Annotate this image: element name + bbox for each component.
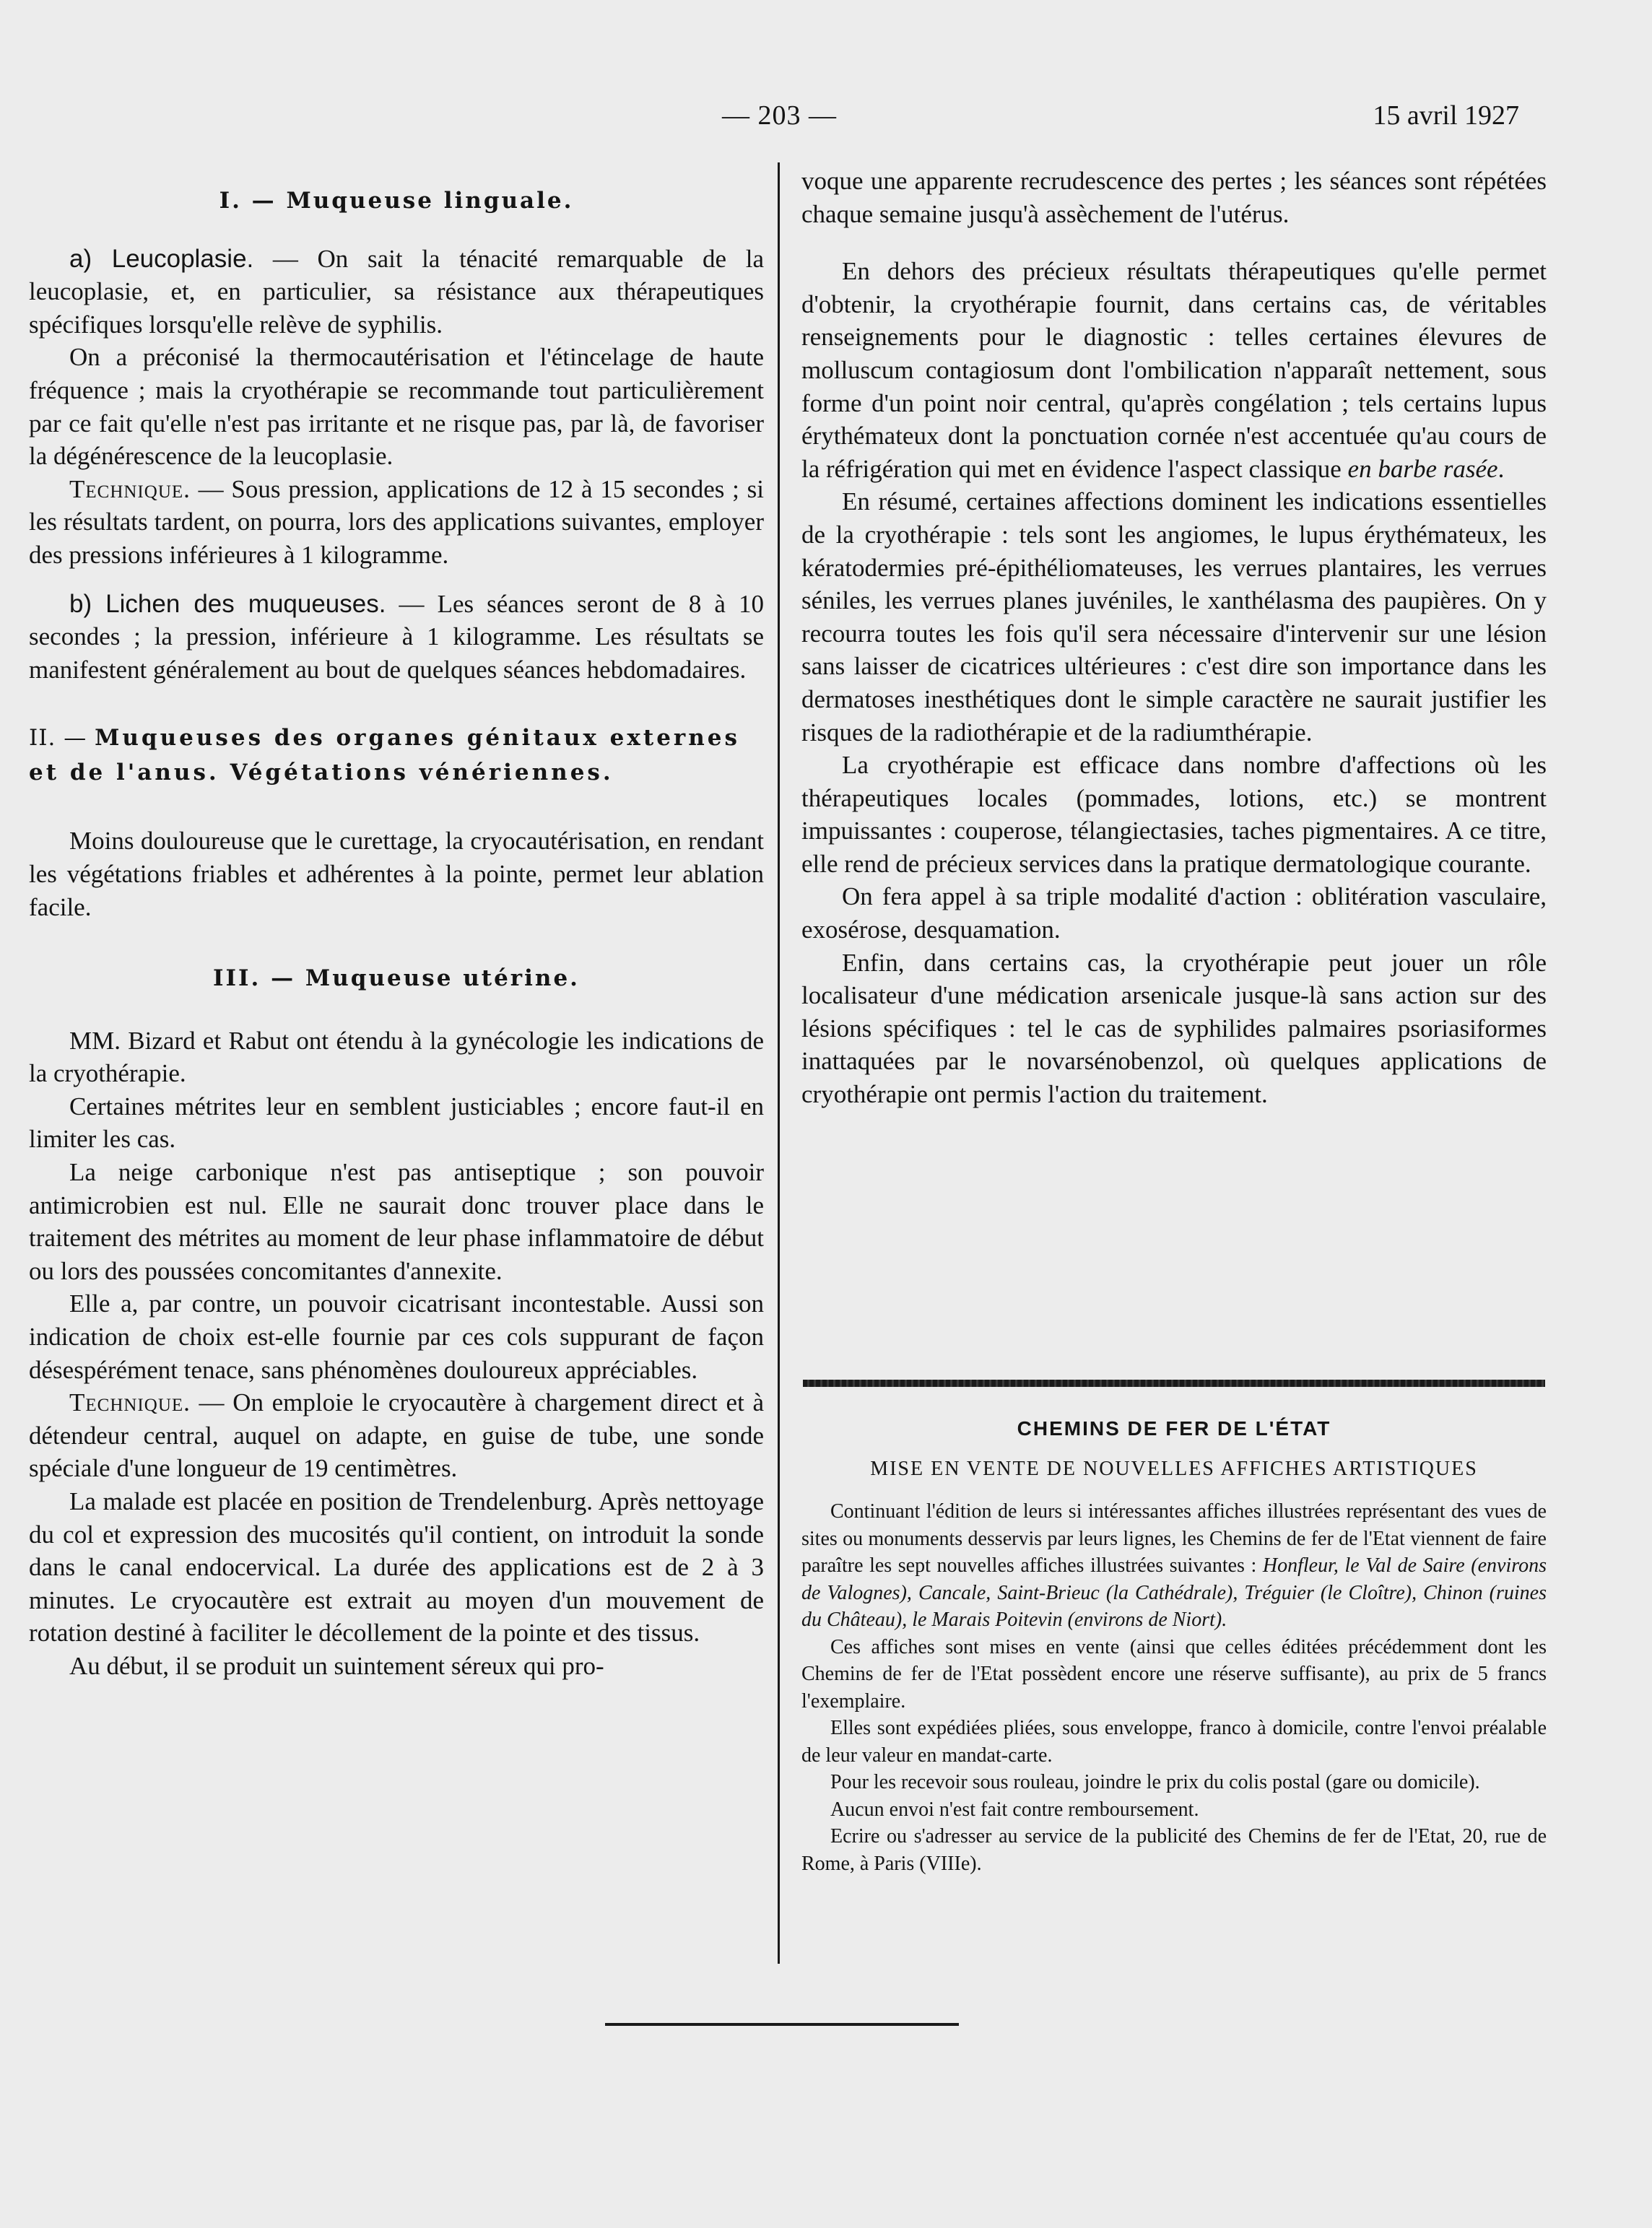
paragraph: La malade est placée en position de Trendelenburg. Après nettoyage du col et expression des mucosités qu'il contient, on introduit la sonde dans le canal endocervical. La durée des applications est de 2 à 3 minutes. Le cryocautère est extrait au moyen d'un mouvement de rotation destiné à faciliter le décollement de la pointe et des tissus.	[29, 1487, 764, 1648]
notice-paragraph: Elles sont expédiées pliées, sous enveloppe, franco à domicile, contre l'envoi préalable de leur valeur en mandat-carte.	[801, 1717, 1547, 1767]
notice-subtitle: MISE EN VENTE DE NOUVELLES AFFICHES ARTISTIQUES	[870, 1457, 1478, 1480]
left-column	[29, 165, 764, 1683]
column-divider	[778, 162, 780, 1964]
notice-paragraph: Ces affiches sont mises en vente (ainsi que celles éditées précédemment dont les Chemins de fer de l'Etat possèdent encore une réserve suffisante), au prix de 5 francs l'exemplaire.	[801, 1635, 1547, 1713]
paragraph: Elle a, par contre, un pouvoir cicatrisant incontestable. Aussi son indication de choix est-elle fournie par ces cols suppurant de façon désespérément tenace, sans phénomènes douloureux appréciables.	[29, 1289, 764, 1384]
notice-paragraph: Continuant l'édition de leurs si intéressantes affiches illustrées représentant des vues de sites ou monuments desservis par leurs lignes, les Chemins de fer de l'Etat viennent de faire paraître les sept nouvelles affiches illustrées suivantes : Honfleur, le Val de Saire (environs de Valognes), Cancale, Saint-Brieuc (la Cathédrale), Tréguier (le Cloître), Chinon (ruines du Château), le Marais Poitevin (environs de Niort).	[801, 1500, 1547, 1631]
section-heading-1: I. — Muqueuse linguale.	[219, 188, 574, 214]
page-number: — 203 —	[722, 100, 837, 131]
notice-paragraph: Pour les recevoir sous rouleau, joindre le prix du colis postal (gare ou domicile).	[830, 1771, 1480, 1793]
paragraph: MM. Bizard et Rabut ont étendu à la gynécologie les indications de la cryothérapie.	[29, 1026, 764, 1088]
paragraph: On fera appel à sa triple modalité d'action : oblitération vasculaire, exosérose, desquamation.	[801, 882, 1547, 944]
page-header	[0, 100, 1652, 143]
paragraph: En dehors des précieux résultats thérapeutiques qu'elle permet d'obtenir, la cryothérapie fournit, dans certains cas, de véritables renseignements pour le diagnostic : telles certaines élevures de molluscum contagiosum dont l'ombilication n'apparaît nettement, sous forme d'un point noir central, qu'après congélation ; tels certains lupus érythémateux dont la ponctuation cornée n'est accentuée qu'au cours de la réfrigération qui met en évidence l'aspect classique en barbe rasée.	[801, 257, 1547, 483]
section-heading-2: II. — Muqueuses des organes génitaux externes et de l'anus. Végétations vénériennes.	[29, 725, 740, 786]
technique-label: Technique.	[69, 1388, 191, 1417]
subheading-lichen: b) Lichen des muqueuses.	[69, 589, 386, 618]
paragraph-leucoplasie: a) Leucoplasie. — On sait la ténacité remarquable de la leucoplasie, et, en particulier, sa résistance aux thérapeutiques spécifiques lorsqu'elle relève de syphilis.	[29, 244, 764, 339]
subheading-leucoplasie: a) Leucoplasie.	[69, 244, 254, 273]
technique-label: Technique.	[69, 474, 191, 503]
railway-notice	[801, 1408, 1547, 1877]
paragraph: La neige carbonique n'est pas antiseptique ; son pouvoir antimicrobien est nul. Elle ne saurait donc trouver place dans le traitement des métrites au moment de leur phase inflammatoire de début ou lors des poussées concomitantes d'annexite.	[29, 1158, 764, 1285]
paragraph: Moins douloureuse que le curettage, la cryocautérisation, en rendant les végétations friables et adhérentes à la pointe, permet leur ablation facile.	[29, 827, 764, 921]
notice-paragraph: Aucun envoi n'est fait contre remboursement.	[830, 1798, 1199, 1821]
paragraph-technique: Technique. — Sous pression, applications de 12 à 15 secondes ; si les résultats tardent, on pourra, lors des applications suivantes, employer des pressions inférieures à 1 kilogramme.	[29, 474, 764, 569]
paragraph: La cryothérapie est efficace dans nombre d'affections où les thérapeutiques locales (pommades, lotions, etc.) se montrent impuissantes : couperose, télangiectasies, taches pigmentaires. A ce titre, elle rend de précieux services dans la pratique dermatologique courante.	[801, 751, 1547, 878]
right-column	[801, 165, 1547, 1111]
paragraph: Enfin, dans certains cas, la cryothérapie peut jouer un rôle localisateur d'une médication arsenicale jusque-là sans action sur des lésions spécifiques : tel le cas de syphilides palmaires psoriasiformes inattaquées par le novarsénobenzol, où quelques applications de cryothérapie ont permis l'action du traitement.	[801, 948, 1547, 1109]
paragraph: voque une apparente recrudescence des pertes ; les séances sont répétées chaque semaine jusqu'à assèchement de l'utérus.	[801, 167, 1547, 228]
page-date: 15 avril 1927	[1373, 100, 1519, 131]
paragraph: On a préconisé la thermocautérisation et l'étincelage de haute fréquence ; mais la cryothérapie se recommande tout particulièrement par ce fait qu'elle n'est pas irritante et ne risque pas, par là, de favoriser la dégénérescence de la leucoplasie.	[29, 343, 764, 471]
paragraph: Au début, il se produit un suintement séreux qui pro-	[69, 1651, 604, 1680]
paragraph: En résumé, certaines affections dominent les indications essentielles de la cryothérapie : tels sont les angiomes, le lupus érythémateux, les kératodermies pré-épithéliomateuses, les verrues plantaires, les verrues séniles, les verrues planes juvéniles, le xanthélasma des paupières. On y recourra toutes les fois qu'il sera nécessaire d'intervenir sur une lésion sans laisser de cicatrices ultérieures : c'est dire son importance dans les dermatoses inesthétiques dont le simple caractère ne saurait justifier les risques de la radiothérapie et de la radiumthérapie.	[801, 487, 1547, 747]
bottom-rule	[605, 2023, 959, 2026]
notice-title: CHEMINS DE FER DE L'ÉTAT	[1017, 1417, 1331, 1440]
paragraph-lichen: b) Lichen des muqueuses. — Les séances seront de 8 à 10 secondes ; la pression, inférieure à 1 kilogramme. Les résultats se manifestent généralement au bout de quelques séances hebdomadaires.	[29, 589, 764, 684]
paragraph-technique-2: Technique. — On emploie le cryocautère à chargement direct et à détendeur central, auquel on adapte, en guise de tube, une sonde spéciale d'une longueur de 19 centimètres.	[29, 1388, 764, 1483]
notice-paragraph: Ecrire ou s'adresser au service de la publicité des Chemins de fer de l'Etat, 20, rue de Rome, à Paris (VIIIe).	[801, 1825, 1547, 1875]
section-heading-3: III. — Muqueuse utérine.	[213, 965, 580, 992]
decorative-separator	[803, 1380, 1545, 1387]
paragraph: Certaines métrites leur en semblent justiciables ; encore faut-il en limiter les cas.	[29, 1092, 764, 1154]
